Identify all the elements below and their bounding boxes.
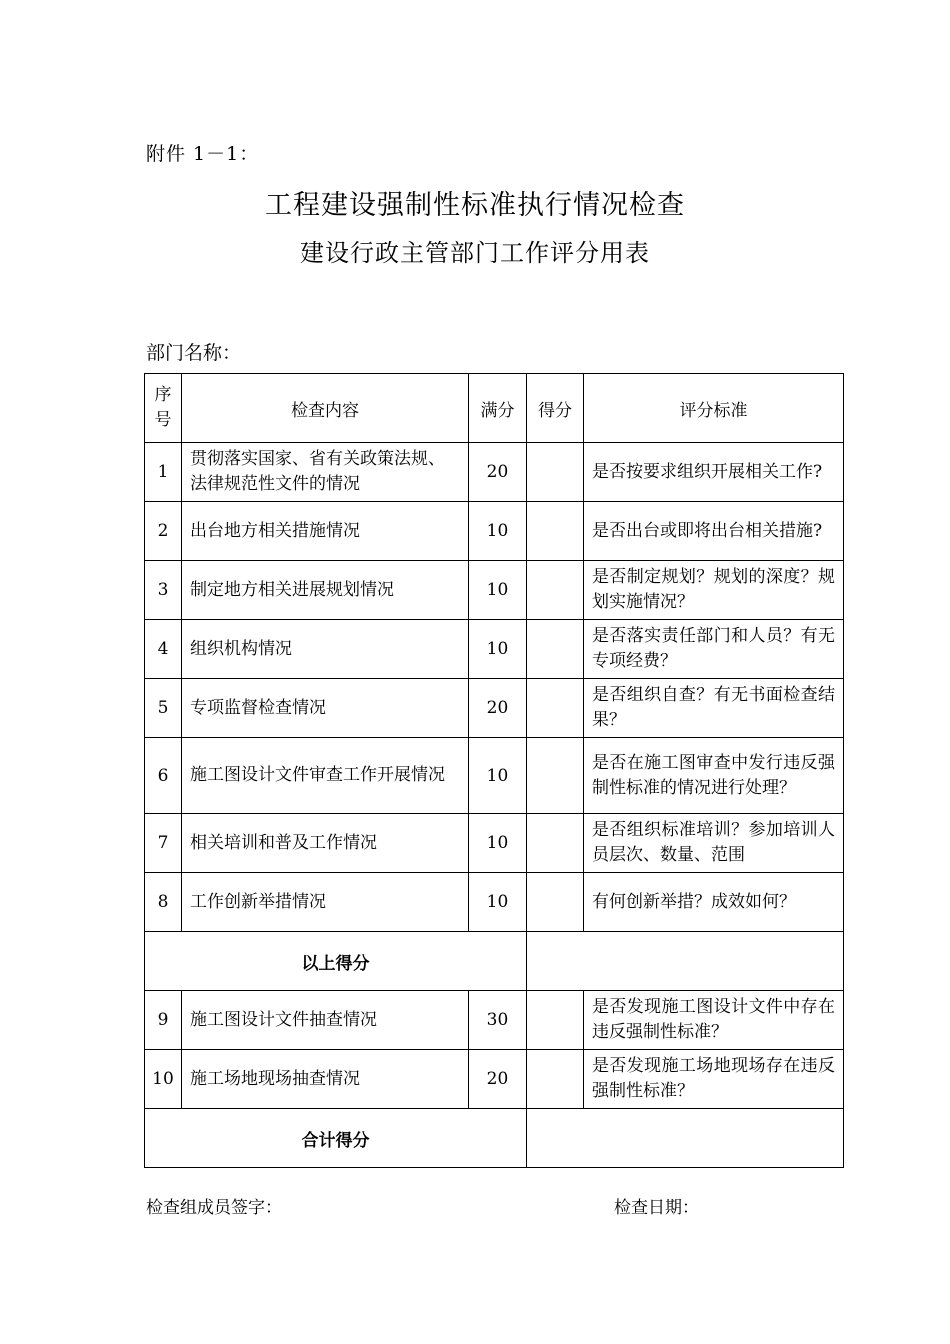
table-row — [145, 502, 844, 561]
table-row — [145, 1050, 844, 1109]
row-full-score: 10 — [469, 873, 527, 932]
row-index: 8 — [145, 873, 182, 932]
total-value[interactable] — [527, 1109, 844, 1168]
scoring-table — [144, 373, 844, 1168]
header-full-score: 满分 — [469, 374, 527, 443]
row-content: 出台地方相关措施情况 — [182, 502, 469, 561]
table-row — [145, 991, 844, 1050]
row-score-input[interactable] — [527, 679, 584, 738]
row-criteria: 是否按要求组织开展相关工作? — [584, 443, 844, 502]
department-label: 部门名称： — [146, 342, 242, 364]
row-content: 相关培训和普及工作情况 — [182, 814, 469, 873]
row-score-input[interactable] — [527, 738, 584, 814]
total-label: 合计得分 — [145, 1109, 527, 1168]
header-criteria: 评分标准 — [584, 374, 844, 443]
row-criteria: 是否出台或即将出台相关措施? — [584, 502, 844, 561]
row-criteria: 是否组织自查？有无书面检查结果？ — [584, 679, 844, 738]
row-content: 制定地方相关进展规划情况 — [182, 561, 469, 620]
row-full-score: 10 — [469, 620, 527, 679]
row-index: 9 — [145, 991, 182, 1050]
header-score: 得分 — [527, 374, 584, 443]
row-content: 组织机构情况 — [182, 620, 469, 679]
row-criteria: 是否发现施工场地现场存在违反强制性标准？ — [584, 1050, 844, 1109]
row-score-input[interactable] — [527, 1050, 584, 1109]
row-full-score: 30 — [469, 991, 527, 1050]
row-score-input[interactable] — [527, 561, 584, 620]
row-score-input[interactable] — [527, 502, 584, 561]
header-index: 序号 — [145, 374, 182, 443]
row-criteria: 是否组织标准培训？参加培训人员层次、数量、范围 — [584, 814, 844, 873]
table-row — [145, 738, 844, 814]
row-content: 专项监督检查情况 — [182, 679, 469, 738]
row-full-score: 20 — [469, 679, 527, 738]
table-row — [145, 679, 844, 738]
row-content: 施工场地现场抽查情况 — [182, 1050, 469, 1109]
row-index: 4 — [145, 620, 182, 679]
row-index: 1 — [145, 443, 182, 502]
table-header-row — [145, 374, 844, 443]
row-index: 10 — [145, 1050, 182, 1109]
row-criteria: 是否在施工图审查中发行违反强制性标准的情况进行处理？ — [584, 738, 844, 814]
row-full-score: 10 — [469, 814, 527, 873]
header-content: 检查内容 — [182, 374, 469, 443]
row-content: 施工图设计文件抽查情况 — [182, 991, 469, 1050]
row-content: 贯彻落实国家、省有关政策法规、法律规范性文件的情况 — [182, 443, 469, 502]
page-title: 工程建设强制性标准执行情况检查 — [265, 190, 685, 221]
row-criteria: 是否落实责任部门和人员？有无专项经费？ — [584, 620, 844, 679]
attachment-label: 附件 1－1： — [146, 143, 260, 165]
table-row — [145, 814, 844, 873]
table-row — [145, 620, 844, 679]
row-score-input[interactable] — [527, 443, 584, 502]
total-row — [145, 1109, 844, 1168]
date-label: 检查日期： — [614, 1198, 699, 1218]
table-row — [145, 873, 844, 932]
row-index: 5 — [145, 679, 182, 738]
subtotal-label: 以上得分 — [145, 932, 527, 991]
row-index: 6 — [145, 738, 182, 814]
row-full-score: 20 — [469, 443, 527, 502]
table-row — [145, 443, 844, 502]
row-full-score: 10 — [469, 502, 527, 561]
row-content: 工作创新举措情况 — [182, 873, 469, 932]
row-score-input[interactable] — [527, 873, 584, 932]
row-full-score: 10 — [469, 561, 527, 620]
row-score-input[interactable] — [527, 620, 584, 679]
row-criteria: 有何创新举措？成效如何？ — [584, 873, 844, 932]
row-criteria: 是否发现施工图设计文件中存在违反强制性标准？ — [584, 991, 844, 1050]
page-subtitle: 建设行政主管部门工作评分用表 — [300, 239, 650, 267]
subtotal-row — [145, 932, 844, 991]
row-full-score: 20 — [469, 1050, 527, 1109]
row-index: 2 — [145, 502, 182, 561]
row-content: 施工图设计文件审查工作开展情况 — [182, 738, 469, 814]
signature-label: 检查组成员签字： — [146, 1198, 282, 1218]
row-index: 3 — [145, 561, 182, 620]
row-score-input[interactable] — [527, 814, 584, 873]
row-score-input[interactable] — [527, 991, 584, 1050]
row-index: 7 — [145, 814, 182, 873]
row-full-score: 10 — [469, 738, 527, 814]
table-row — [145, 561, 844, 620]
subtotal-value[interactable] — [527, 932, 844, 991]
row-criteria: 是否制定规划？规划的深度？规划实施情况？ — [584, 561, 844, 620]
